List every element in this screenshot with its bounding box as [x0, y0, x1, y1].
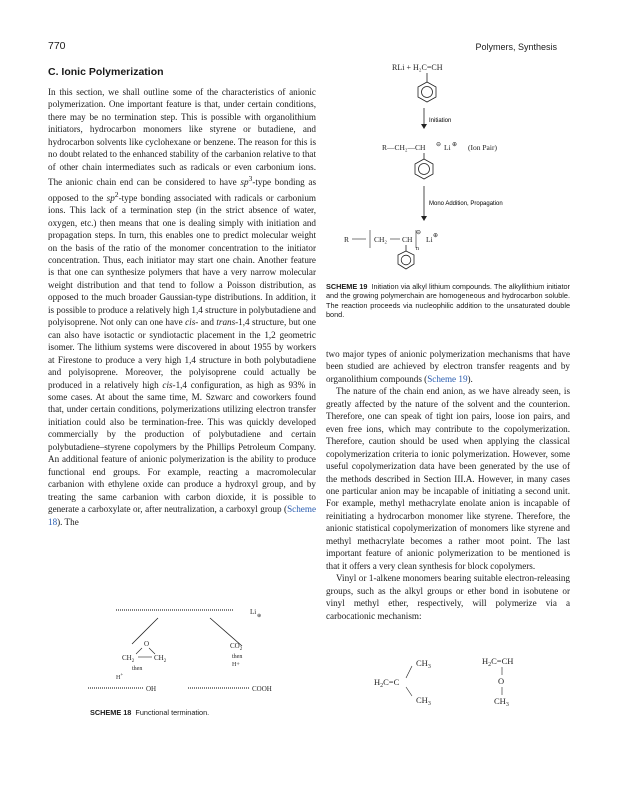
scheme-18-link[interactable]: Scheme 18 — [48, 504, 316, 527]
right-column — [326, 348, 570, 622]
propagation-label: Mono Addition, Propagation — [429, 201, 503, 207]
vinyl-methyl-ether-structure — [482, 656, 513, 708]
section-title: C. Ionic Polymerization — [48, 66, 164, 78]
isobutene-structure — [374, 658, 431, 707]
li-label: Li — [250, 608, 257, 616]
svg-text:⊖: ⊖ — [416, 230, 422, 236]
ion-pair-formula: R—CH₂—CH — [382, 143, 426, 152]
scheme-18-figure — [82, 604, 282, 704]
ion-pair-label: (Ion Pair) — [468, 143, 497, 152]
scheme-19-caption: SCHEME 19 Initiation via alkyl lithium compounds. The alkyllithium initiator and the growing polymerchain are homogeneous and hydrocarbon soluble. The reaction proceeds via nucleophilic addition to the unsaturated double bond. — [326, 282, 570, 320]
page-number: 770 — [48, 40, 66, 52]
h-plus-2: H+ — [232, 662, 240, 668]
epoxide-ch2-left: $CH_2$ — [122, 654, 135, 664]
then-label-1: then — [132, 666, 143, 672]
h-plus-1: H+ — [116, 673, 124, 681]
scheme-18-caption: SCHEME 18 Functional termination. — [90, 708, 210, 717]
li-counterion: Li — [444, 143, 451, 152]
svg-text:⊖: ⊖ — [436, 142, 442, 148]
chain-n: n — [416, 246, 419, 252]
benzene-ring-2 — [415, 153, 433, 179]
benzene-ring-3 — [398, 245, 414, 269]
isobutene-ch3-bottom: $CH_3$ — [416, 695, 431, 707]
svg-text:⊕: ⊕ — [452, 142, 458, 148]
chain-li: Li — [426, 235, 433, 244]
co2-label: $CO_2$ — [230, 642, 243, 652]
running-head: Polymers, Synthesis — [475, 42, 557, 52]
vme-h2c-ch: $H_2C=CH$ — [482, 656, 514, 668]
initiation-label: Initiation — [429, 118, 452, 124]
scheme-19-link[interactable]: Scheme 19 — [427, 373, 468, 384]
isobutene-h2c: $H_2C=C$ — [374, 677, 400, 689]
vme-o: O — [498, 676, 505, 686]
isobutene-ch3-top: $CH_3$ — [416, 658, 431, 670]
svg-text:⊕: ⊕ — [433, 233, 439, 239]
chain-ch: CH — [402, 235, 413, 244]
right-paragraph-3: Vinyl or 1-alkene monomers bearing suitable electron-releasing groups, such as the alkyl groups or ether bond in isobutene or vinyl methyl ether, respectively, will polymerize via a carbocationic mechanism: — [326, 573, 570, 621]
right-paragraph-1: two major types of anionic polymerization mechanisms that have been studied are achieved by electron transfer reagents and by organolithium compounds (Scheme 19). — [326, 349, 570, 384]
epoxide-o: O — [144, 640, 150, 648]
left-paragraph: In this section, we shall outline some of the characteristics of anionic polymerization. One important feature is that, under certain conditions, there may be no termination step. This is possible with organolithium initiators, hydrocarbon monomers like styrene or butadiene, and hydrocarbon solvents like cyclohexane or benzene. The reason for this is no doubt related to the enhanced stability of the carbanion relative to that of other chain intermediates such as radicals or even carbonium ions. The anionic chain end can be considered to have $sp^3$-type bonding as opposed to the $sp^2$-type bonding associated with radicals or carbonium ions. This lack of a termination step (in the strict absence of water, oxygen, etc.) then means that one is dealing simply with initiation and propagation steps. In turn, this enables one to predict molecular weight on the basis of the ratio of the monomer concentration to the initiator concentration. Thus, each initiator may start one chain. Another feature is that one can synthesize polymers that have a very narrow molecular weight distribution and that tend to follow a Poisson distribution, as opposed to the much broader Gaussian-type distributions. In addition, it is possible to produce a relatively high 1,4 structure in polybutadiene and polyisoprene. Not only can one have cis- and trans-1,4 structure, but one can also have isotactic or syndiotactic placement in the 1,2 geometric isomer. The lithium systems were discovered in about 1955 by workers at Firestone to produce a very high 1,4 structure in both polybutadiene and polyisoprene. Moreover, the polyisoprene could actually be produced in a relatively high cis-1,4 configuration, as high as 93% in some cases. At about the same time, M. Szwarc and coworkers found that, under certain conditions, polymerizations utilizing electron transfer initiation could also be termination-free. This was quickly developed commercially by the production of polybutadiene and certain polybutadiene–styrene copolymers by the Phillips Petroleum Company. An additional feature of anionic polymerization is the ability to produce functional end groups. For example, reacting a macromolecular carbanion with ethylene oxide can produce a hydroxyl group, and by treating the same carbanion with carbon dioxide, it is possible to generate a carboxylate or, after neutralization, a carboxyl group (Scheme 18). The — [48, 87, 317, 527]
cooh-end-group: COOH — [252, 685, 272, 693]
benzene-ring-1 — [418, 73, 436, 102]
chain-r: R — [344, 235, 350, 244]
li-charge: ⊕ — [257, 614, 262, 619]
left-column — [48, 86, 316, 528]
right-paragraph-2: The nature of the chain end anion, as we have already seen, is greatly affected by the nature of the solvent and the counterion. Therefore, one can speak of tight ion pairs, loose ion pairs, and even free ions, which may contribute to the copolymerization. Therefore, caution should be used when applying the classical copolymerization criteria to ionic polymerization. However, some useful copolymerization data have been generated by the use of the methods described in Section III.A. However, in many cases one particular anion may be incapable of initiating a second unit. For example, methyl methacrylate enolate anion is incapable of reinitiating a hydrocarbon monomer like styrene. Therefore, the anionic statistical copolymerization of monomers like styrene and methyl methacrylate becomes a rather moot point. The last important feature of anionic polymerization to be mentioned is that it offers a very clean synthesis for block copolymers. — [326, 386, 570, 571]
chain-ch2: CH₂ — [374, 235, 388, 244]
then-label-2: then — [232, 654, 243, 660]
scheme-19-figure — [326, 58, 570, 276]
oh-end-group: OH — [146, 685, 157, 693]
s19-reagents: RLi + H₂C=CH — [392, 63, 443, 72]
epoxide-ch2-right: $CH_2$ — [154, 654, 167, 664]
vme-ch3: $CH_3$ — [494, 696, 509, 708]
monomer-structures — [370, 652, 520, 708]
